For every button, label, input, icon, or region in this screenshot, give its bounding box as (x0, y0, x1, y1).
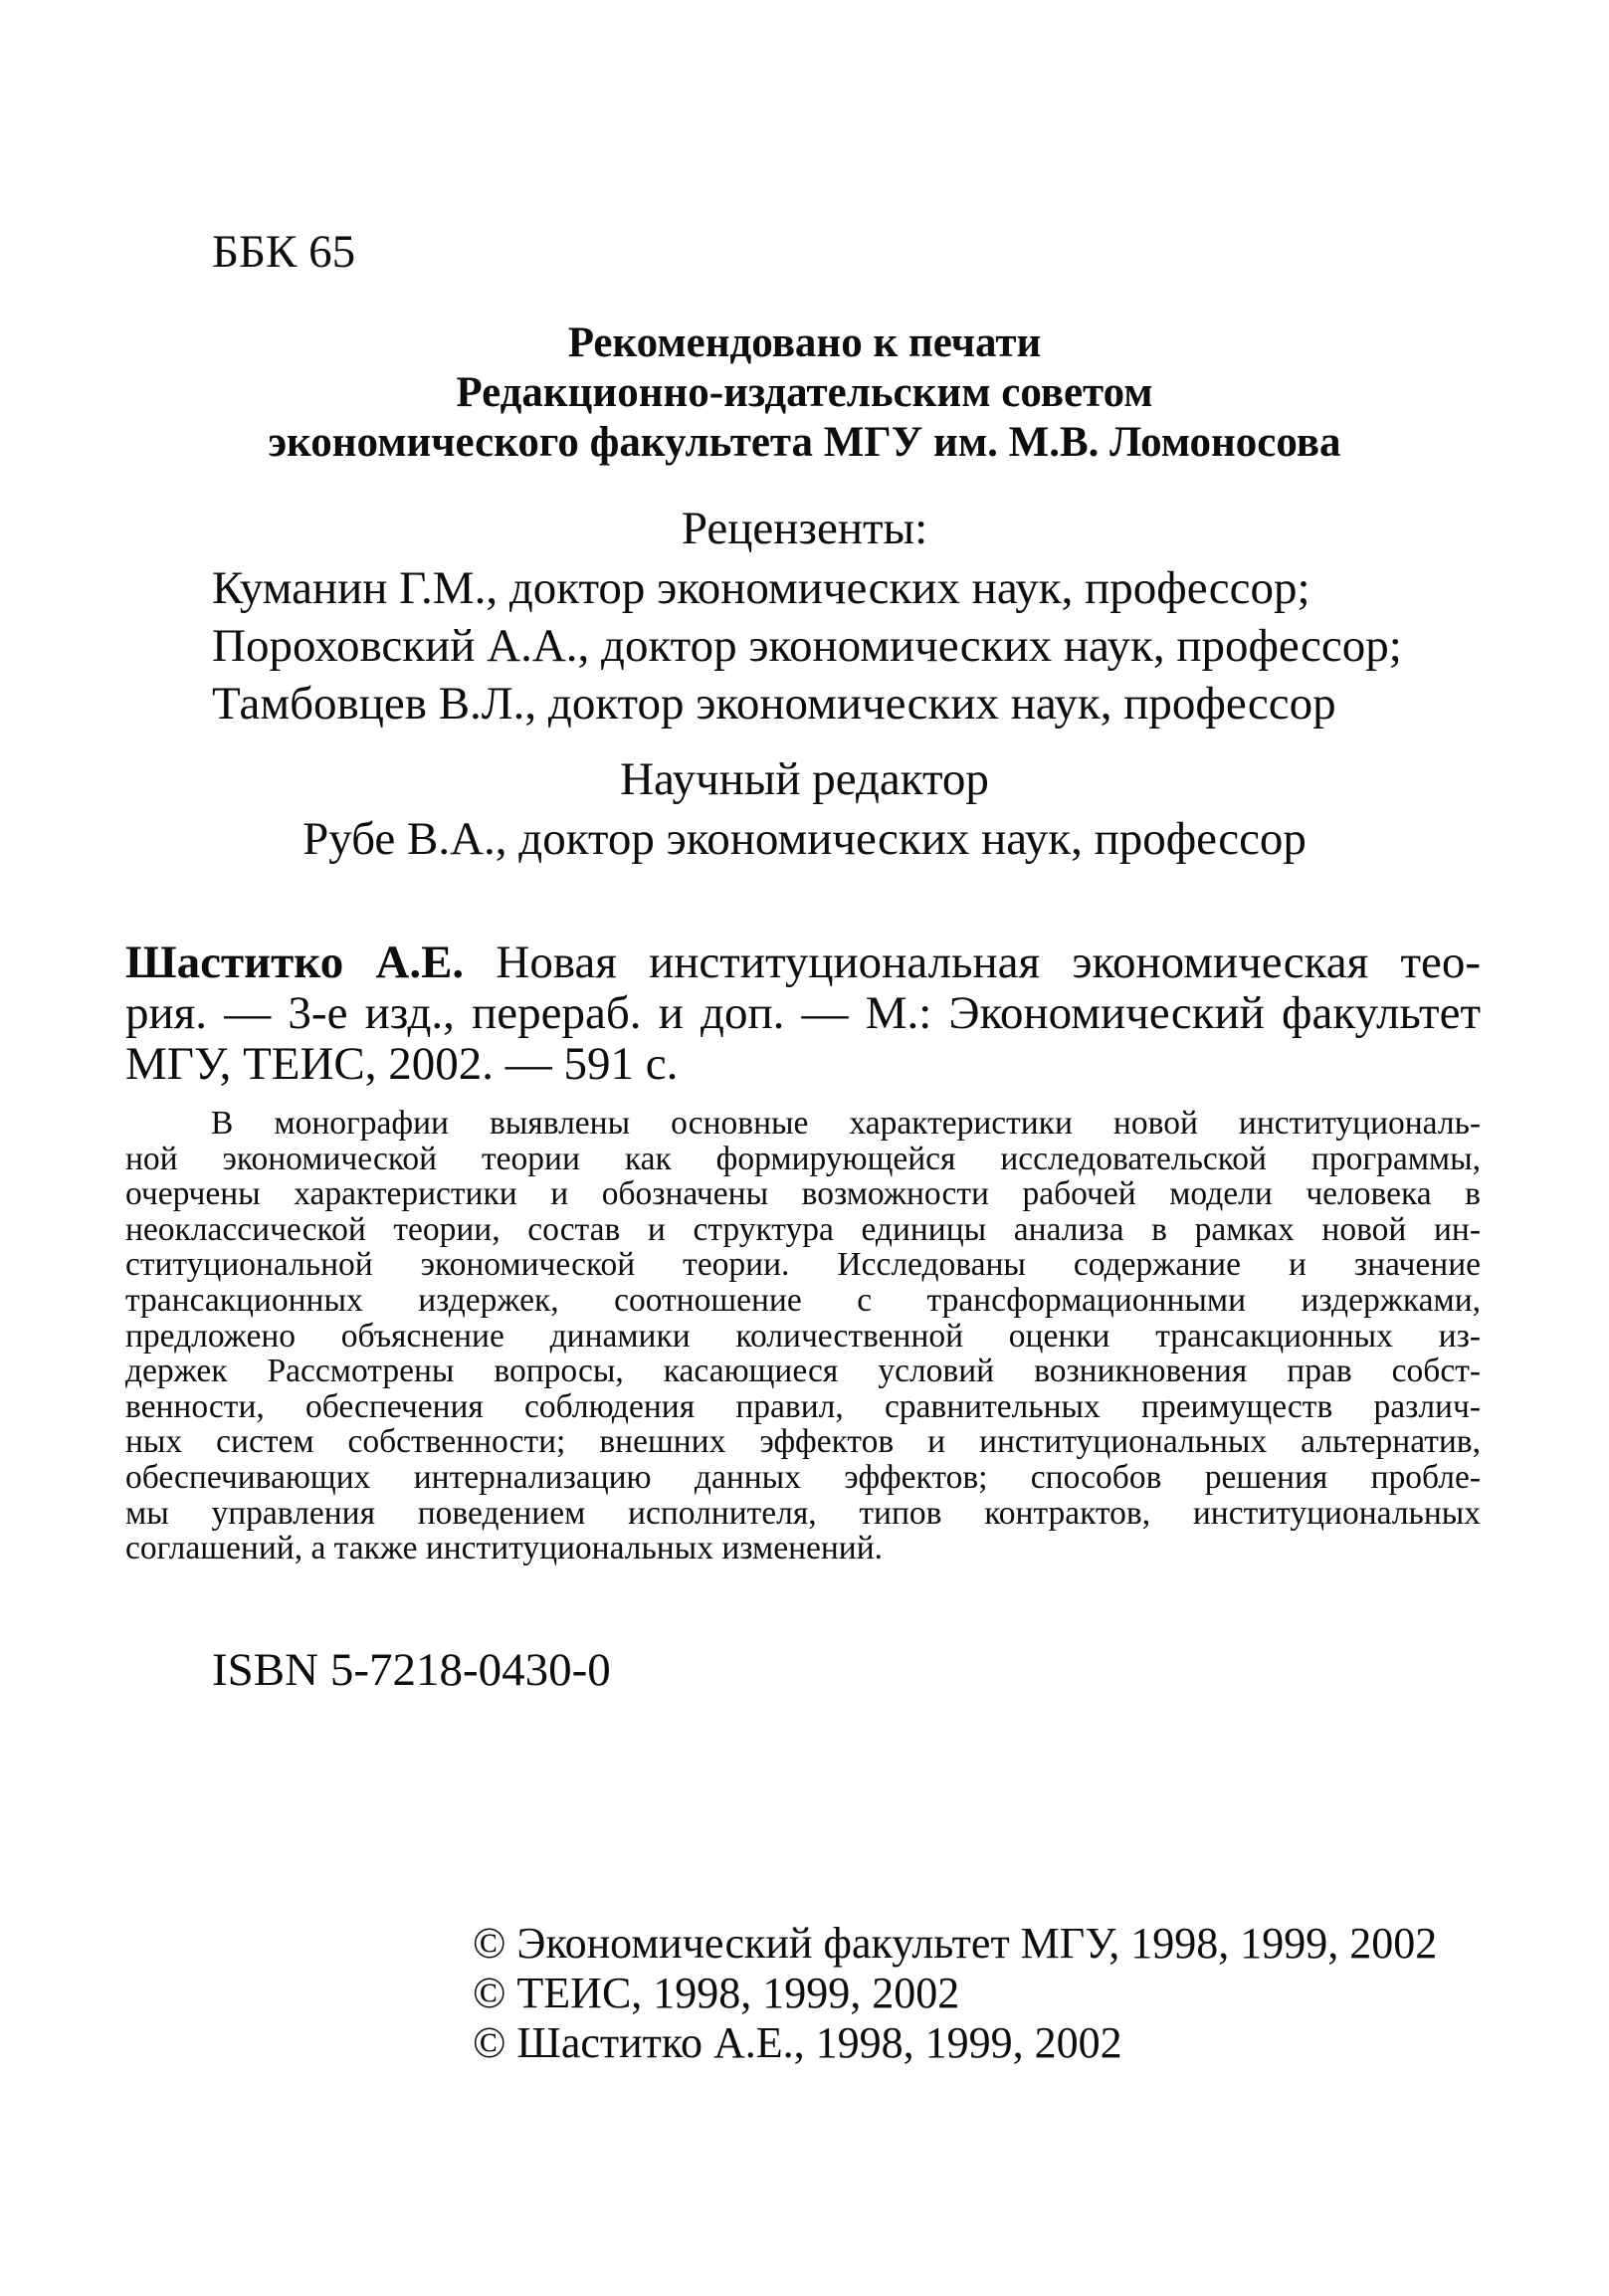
recommendation-line: экономического факультета МГУ им. М.В. Ломоносова (268, 419, 1341, 466)
abstract-line: ной экономической теории как формирующейся исследовательской программы, (125, 1140, 1481, 1177)
recommendation-line: Рекомендовано к печати (567, 319, 1042, 366)
bbk-code: ББК 65 (212, 226, 356, 278)
copyright-notices (473, 1919, 1437, 2068)
citation-line: МГУ, ТЕИС, 2002. — 591 с. (125, 1038, 679, 1090)
abstract-line: очерчены характеристики и обозначены возможности рабочей модели человека в (125, 1175, 1481, 1213)
abstract-line: обеспечивающих интернализацию данных эффектов; способов решения пробле- (125, 1458, 1481, 1496)
isbn-number: ISBN 5-7218-0430-0 (212, 1644, 611, 1696)
copyright-line: © Шаститко А.Е., 1998, 1999, 2002 (473, 2018, 1122, 2067)
abstract-line: мы управления поведением исполнителя, типов контрактов, институциональных (125, 1494, 1481, 1532)
abstract-text (125, 1106, 1481, 1566)
citation-author: Шаститко А.Е. (125, 937, 465, 988)
abstract-line: держек Рассмотрены вопросы, касающиеся условий возникновения прав собст- (125, 1353, 1481, 1390)
reviewer-entry: Тамбовцев В.Л., доктор экономических наук, профессор (212, 678, 1336, 730)
recommendation-line: Редакционно-издательским советом (456, 369, 1153, 416)
abstract-line: ституциональной экономической теории. Исследованы содержание и значение (125, 1246, 1481, 1284)
copyright-line: © Экономический факультет МГУ, 1998, 1999, 2002 (473, 1919, 1438, 1968)
reviewers-list (212, 559, 1402, 732)
scientific-editor-heading: Научный редактор (620, 753, 989, 805)
reviewer-entry: Пороховский А.А., доктор экономических наук, профессор; (212, 620, 1402, 672)
abstract-line: неоклассической теории, состав и структура единицы анализа в рамках новой ин- (125, 1210, 1481, 1248)
copyright-line: © ТЕИС, 1998, 1999, 2002 (473, 1969, 960, 2017)
citation-title-start: Новая институциональная экономическая тео- (464, 937, 1481, 988)
abstract-line: трансакционных издержек, соотношение с трансформационными издержками, (125, 1281, 1481, 1319)
abstract-line: соглашений, а также институциональных изменений. (125, 1530, 884, 1567)
reviewer-entry: Куманин Г.М., доктор экономических наук, профессор; (212, 562, 1310, 614)
reviewers-heading: Рецензенты: (681, 503, 928, 554)
citation-line (125, 938, 1481, 988)
abstract-line: В монографии выявлены основные характеристики новой институциональ- (211, 1105, 1481, 1142)
publication-recommendation (149, 318, 1460, 468)
scientific-editor-name: Рубе В.А., доктор экономических наук, профессор (302, 813, 1307, 865)
bibliographic-citation (125, 938, 1481, 1090)
abstract-line: венности, обеспечения соблюдения правил, сравнительных преимуществ различ- (125, 1387, 1481, 1425)
abstract-line: предложено объяснение динамики количественной оценки трансакционных из- (125, 1317, 1481, 1355)
abstract-line: ных систем собственности; внешних эффектов и институциональных альтернатив, (125, 1423, 1481, 1461)
citation-line: рия. — 3-е изд., перераб. и доп. — М.: Экономический факультет (125, 987, 1481, 1039)
